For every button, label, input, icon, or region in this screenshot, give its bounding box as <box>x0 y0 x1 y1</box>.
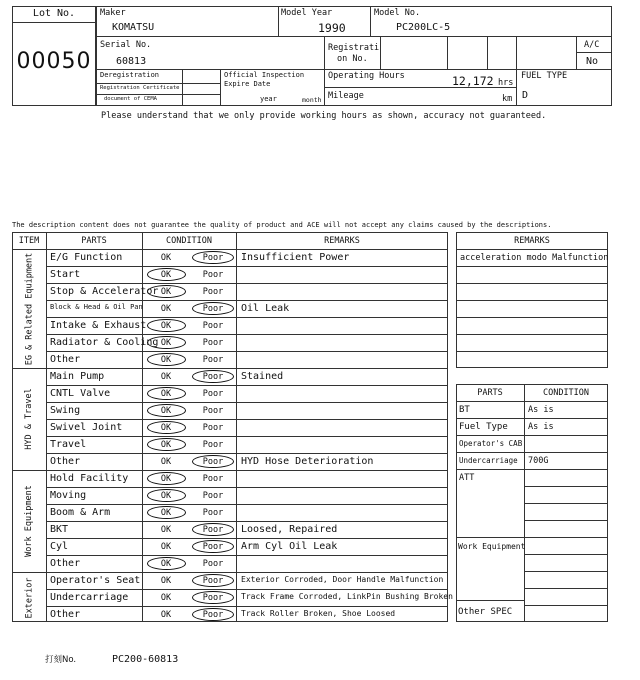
ok-circle-mark <box>147 336 186 349</box>
fuel-type-label: FUEL TYPE <box>521 71 568 81</box>
part-name: Other <box>50 354 81 365</box>
row-divider <box>524 537 608 538</box>
ok-option: OK <box>160 474 172 484</box>
ok-option: OK <box>160 542 172 552</box>
row-divider <box>456 469 608 470</box>
remarks-cell: Track Roller Broken, Shoe Loosed <box>241 609 396 618</box>
ok-option: OK <box>160 389 172 399</box>
registration-certificate-label: Registration Certificate <box>100 85 180 91</box>
side-remarks-header: REMARKS <box>514 236 550 246</box>
other-spec-label: Other SPEC <box>458 607 513 617</box>
side-condition-header: CONDITION <box>542 388 590 398</box>
part-name: Undercarriage <box>50 592 129 603</box>
part-name: Hold Facility <box>50 473 129 484</box>
poor-circle-mark <box>192 523 234 536</box>
poor-option: Poor <box>202 355 224 365</box>
poor-option: Poor <box>202 593 224 603</box>
ok-option: OK <box>160 457 172 467</box>
part-name: Other <box>50 609 81 620</box>
ok-circle-mark <box>147 404 186 417</box>
registration-label-1: Registrati <box>328 43 380 53</box>
ok-option: OK <box>160 270 172 280</box>
poor-option: Poor <box>202 525 224 535</box>
ok-option: OK <box>160 355 172 365</box>
ok-circle-mark <box>147 353 186 366</box>
row-divider <box>46 283 448 284</box>
ok-circle-mark <box>147 489 186 502</box>
remarks-cell: Loosed, Repaired <box>241 524 338 535</box>
ok-option: OK <box>160 525 172 535</box>
ok-option: OK <box>160 423 172 433</box>
poor-circle-mark <box>192 455 234 468</box>
row-divider <box>456 537 524 538</box>
poor-circle-mark <box>192 251 234 264</box>
ok-option: OK <box>160 440 172 450</box>
poor-option: Poor <box>202 474 224 484</box>
ac-label: A/C <box>584 40 600 50</box>
row-divider <box>46 351 448 352</box>
stamp-label: 打刻No. <box>45 655 77 665</box>
ok-option: OK <box>160 372 172 382</box>
part-name: Radiator & Cooling <box>50 337 159 348</box>
km-label: km <box>502 94 513 104</box>
part-name: E/G Function <box>50 252 123 263</box>
poor-option: Poor <box>202 253 224 263</box>
poor-option: Poor <box>202 321 224 331</box>
header-item: ITEM <box>18 236 40 246</box>
inspection-label-2: Expire Date <box>224 80 271 88</box>
model-year-label: Model Year <box>281 8 333 18</box>
row-divider <box>456 600 524 601</box>
remarks-cell: Exterior Corroded, Door Handle Malfunction <box>241 575 444 584</box>
row-divider <box>46 385 448 386</box>
part-name: Boom & Arm <box>50 507 111 518</box>
remarks-cell: Arm Cyl Oil Leak <box>241 541 338 552</box>
ok-circle-mark <box>147 285 186 298</box>
side-part-name: Undercarriage <box>459 456 518 465</box>
row-divider <box>456 401 608 402</box>
poor-option: Poor <box>202 542 224 552</box>
row-divider <box>46 334 448 335</box>
side-part-name: Fuel Type <box>459 422 508 432</box>
part-name: Intake & Exhaust <box>50 320 147 331</box>
poor-circle-mark <box>192 591 234 604</box>
poor-option: Poor <box>202 270 224 280</box>
poor-option: Poor <box>202 406 224 416</box>
side-part-name: Operator's CAB <box>459 439 523 448</box>
maker-value: KOMATSU <box>112 22 155 33</box>
ok-circle-mark <box>147 268 186 281</box>
part-name: Moving <box>50 490 87 501</box>
stamp-value: PC200-60813 <box>112 654 179 665</box>
row-divider <box>456 418 608 419</box>
poor-option: Poor <box>202 508 224 518</box>
row-divider <box>456 300 608 301</box>
poor-circle-mark <box>192 574 234 587</box>
ok-option: OK <box>160 491 172 501</box>
remarks-cell: Oil Leak <box>241 303 290 314</box>
ok-circle-mark <box>147 506 186 519</box>
row-divider <box>524 605 608 606</box>
poor-option: Poor <box>202 304 224 314</box>
model-no-label: Model No. <box>374 8 421 18</box>
deregistration-label: Deregistration <box>100 71 160 79</box>
part-name: CNTL Valve <box>50 388 111 399</box>
ok-option: OK <box>160 253 172 263</box>
poor-option: Poor <box>202 287 224 297</box>
row-divider <box>46 538 448 539</box>
row-divider <box>456 249 608 250</box>
ok-option: OK <box>160 287 172 297</box>
ok-circle-mark <box>147 557 186 570</box>
poor-option: Poor <box>202 491 224 501</box>
row-divider <box>46 317 448 318</box>
row-divider <box>524 503 608 504</box>
lot-label: Lot No. <box>32 8 76 19</box>
part-name: Start <box>50 269 81 280</box>
ok-option: OK <box>160 610 172 620</box>
serial-label: Serial No. <box>100 40 152 50</box>
ok-circle-mark <box>147 387 186 400</box>
poor-option: Poor <box>202 338 224 348</box>
row-divider <box>46 402 448 403</box>
header-remarks: REMARKS <box>324 236 360 246</box>
poor-circle-mark <box>192 302 234 315</box>
remarks-cell: Stained <box>241 371 284 382</box>
poor-option: Poor <box>202 576 224 586</box>
row-divider <box>456 317 608 318</box>
ok-option: OK <box>160 593 172 603</box>
row-divider <box>456 435 608 436</box>
part-name: Stop & Accelerator <box>50 286 159 297</box>
serial-value: 60813 <box>116 56 147 67</box>
group-label: EG & Related Equipment <box>24 252 34 365</box>
remarks-cell: Insufficient Power <box>241 252 350 263</box>
row-divider <box>456 351 608 352</box>
header-condition: CONDITION <box>165 236 213 246</box>
row-divider <box>524 520 608 521</box>
group-label: HYD & Travel <box>24 388 34 450</box>
model-no-value: PC200LC-5 <box>396 22 451 33</box>
row-divider <box>46 453 448 454</box>
part-name: Cyl <box>50 541 69 552</box>
remarks-cell: Track Frame Corroded, LinkPin Bushing Broken <box>241 592 453 601</box>
row-divider <box>524 588 608 589</box>
ok-option: OK <box>160 338 172 348</box>
row-divider <box>456 283 608 284</box>
poor-option: Poor <box>202 559 224 569</box>
side-part-condition: 700G <box>528 456 549 466</box>
row-divider <box>12 572 448 573</box>
part-name: Block & Head & Oil Pan <box>50 303 143 311</box>
hours-note: Please understand that we only provide working hours as shown, accuracy not guaranteed. <box>101 111 547 121</box>
part-name: Other <box>50 456 81 467</box>
part-name: Swivel Joint <box>50 422 123 433</box>
row-divider <box>12 368 448 369</box>
ac-value: No <box>586 56 599 67</box>
operating-hours-label: Operating Hours <box>328 71 405 81</box>
registration-label-2: on No. <box>337 54 368 64</box>
part-name: Other <box>50 558 81 569</box>
poor-circle-mark <box>192 540 234 553</box>
disclaimer: The description content does not guarantee the quality of product and ACE will not accept any claims caused by the descriptions. <box>12 221 552 229</box>
ok-option: OK <box>160 406 172 416</box>
row-divider <box>524 571 608 572</box>
ok-option: OK <box>160 321 172 331</box>
remarks-cell: HYD Hose Deterioration <box>241 456 374 467</box>
poor-option: Poor <box>202 372 224 382</box>
ok-option: OK <box>160 304 172 314</box>
mileage-label: Mileage <box>328 91 364 101</box>
work-equipment-label: Work Equipment <box>458 542 526 551</box>
part-name: Operator's Seat <box>50 575 141 586</box>
row-divider <box>46 487 448 488</box>
row-divider <box>46 300 448 301</box>
ok-circle-mark <box>147 319 186 332</box>
poor-circle-mark <box>192 608 234 621</box>
row-divider <box>46 419 448 420</box>
poor-option: Poor <box>202 423 224 433</box>
poor-option: Poor <box>202 457 224 467</box>
row-divider <box>524 486 608 487</box>
ok-option: OK <box>160 508 172 518</box>
inspection-label-1: Official Inspection <box>224 71 305 79</box>
maker-label: Maker <box>100 8 126 18</box>
row-divider <box>46 436 448 437</box>
row-divider <box>456 266 608 267</box>
poor-option: Poor <box>202 389 224 399</box>
row-divider <box>46 266 448 267</box>
ok-option: OK <box>160 576 172 586</box>
side-part-condition: As is <box>528 422 554 432</box>
group-label: Work Equipment <box>24 485 34 557</box>
row-divider <box>456 452 608 453</box>
row-divider <box>46 521 448 522</box>
ok-circle-mark <box>147 438 186 451</box>
part-name: BKT <box>50 524 69 535</box>
row-divider <box>46 555 448 556</box>
ok-option: OK <box>160 559 172 569</box>
ok-circle-mark <box>147 421 186 434</box>
poor-option: Poor <box>202 610 224 620</box>
model-year-value: 1990 <box>318 21 346 35</box>
side-part-condition: As is <box>528 405 554 415</box>
row-divider <box>46 504 448 505</box>
row-divider <box>12 470 448 471</box>
month-label: month <box>302 96 322 104</box>
poor-option: Poor <box>202 440 224 450</box>
part-name: Swing <box>50 405 81 416</box>
row-divider <box>46 589 448 590</box>
hrs-label: hrs <box>498 78 514 88</box>
side-part-name: BT <box>459 405 470 415</box>
fuel-type-value: D <box>522 90 529 101</box>
part-name: Main Pump <box>50 371 105 382</box>
row-divider <box>46 606 448 607</box>
header-parts: PARTS <box>81 236 107 246</box>
lot-number: 00050 <box>16 49 92 74</box>
row-divider <box>456 334 608 335</box>
year-label: year <box>260 95 277 103</box>
poor-circle-mark <box>192 370 234 383</box>
group-label: Exterior <box>24 577 34 618</box>
side-parts-header: PARTS <box>477 388 503 398</box>
cema-label: document of CEMA <box>104 96 157 102</box>
ok-circle-mark <box>147 472 186 485</box>
part-name: Travel <box>50 439 87 450</box>
att-label: ATT <box>459 473 475 483</box>
side-remarks-line: acceleration modo Malfunction <box>460 253 609 263</box>
operating-hours-value: 12,172 <box>452 74 494 88</box>
row-divider <box>524 554 608 555</box>
